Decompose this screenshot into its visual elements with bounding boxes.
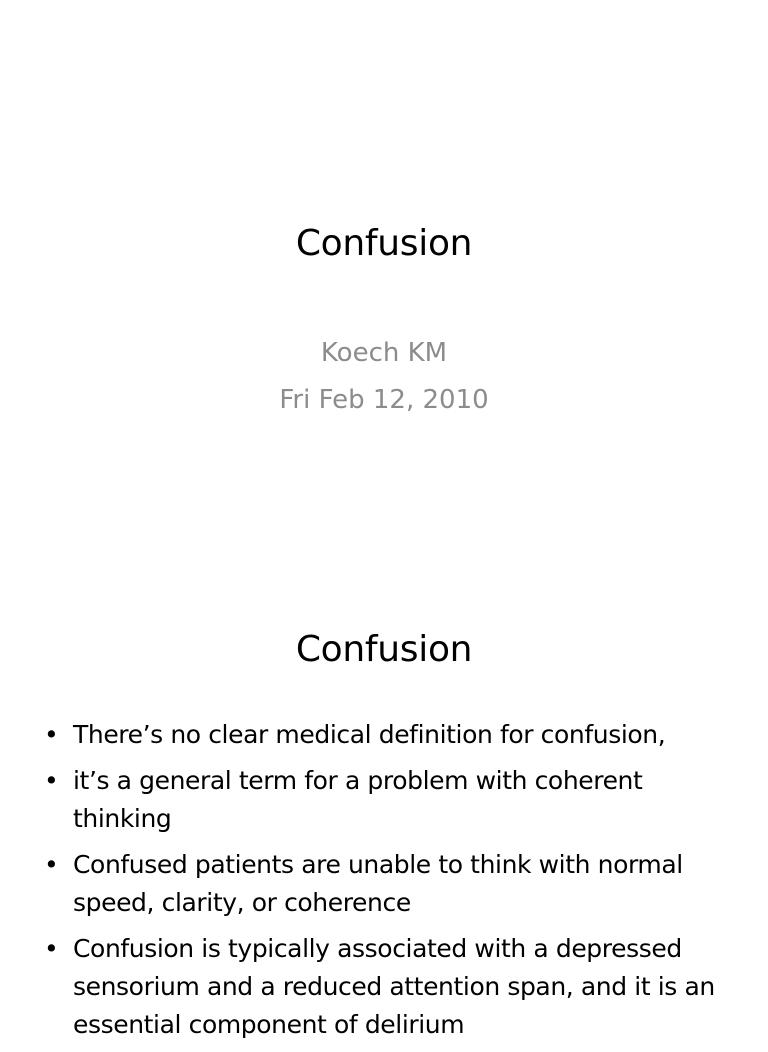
bullet-icon: • — [44, 934, 59, 963]
bullet-list — [0, 716, 768, 1052]
bullet-item — [0, 762, 768, 838]
bullet-text: Confusion is typically associated with a depressed sensorium and a reduced attention span, and it is an essential component of delirium — [73, 934, 715, 1039]
bullet-icon: • — [44, 766, 59, 795]
bullet-item — [0, 930, 768, 1044]
content-slide — [0, 576, 768, 1039]
author-name: Koech KM — [320, 338, 448, 368]
bullet-item — [0, 846, 768, 922]
slide-title: Confusion — [295, 629, 473, 670]
presentation-date: Fri Feb 12, 2010 — [279, 385, 489, 415]
bullet-item — [0, 716, 768, 754]
bullet-text: There’s no clear medical definition for confusion, — [73, 720, 666, 749]
slide-title: Confusion — [295, 223, 473, 264]
bullet-icon: • — [44, 850, 59, 879]
bullet-text: it’s a general term for a problem with coherent thinking — [73, 766, 643, 833]
bullet-icon: • — [44, 720, 59, 749]
bullet-text: Confused patients are unable to think with normal speed, clarity, or coherence — [73, 850, 683, 917]
